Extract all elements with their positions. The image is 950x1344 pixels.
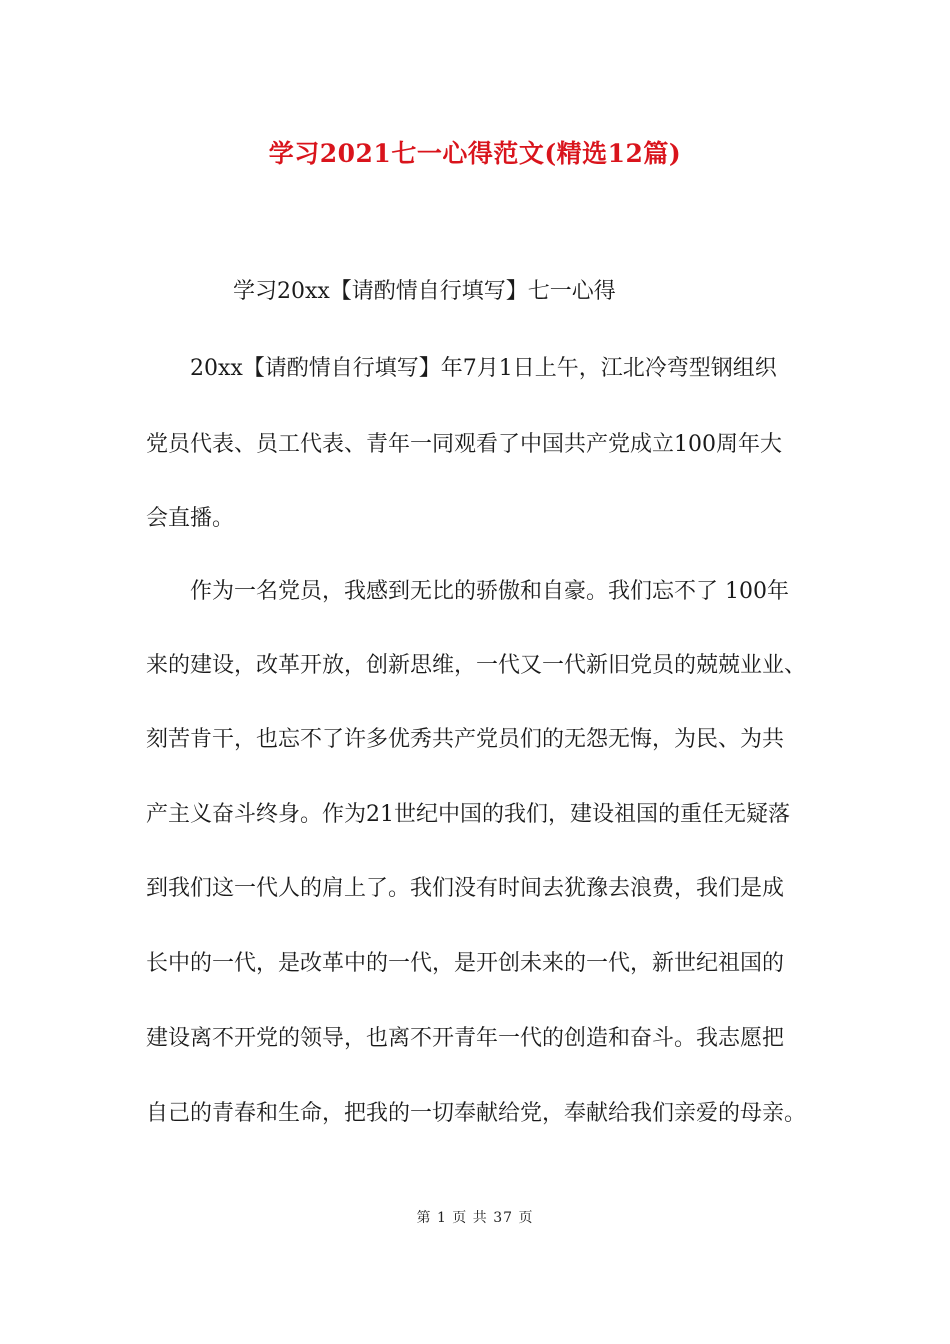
paragraph-line: 作为一名党员，我感到无比的骄傲和自豪。我们忘不了 100年: [190, 579, 789, 604]
paragraph-line: 建设离不开党的领导，也离不开青年一代的创造和奋斗。我志愿把: [146, 1026, 785, 1051]
paragraph-line: 自己的青春和生命，把我的一切奉献给党，奉献给我们亲爱的母亲。: [146, 1101, 807, 1126]
paragraph-line: 来的建设，改革开放，创新思维，一代又一代新旧党员的兢兢业业、: [146, 653, 807, 678]
page-number-footer: 第 1 页 共 37 页: [416, 1210, 534, 1226]
paragraph-line: 到我们这一代人的肩上了。我们没有时间去犹豫去浪费，我们是成: [146, 876, 785, 901]
section-subtitle: 学习20xx【请酌情自行填写】七一心得: [233, 279, 616, 304]
paragraph-line: 党员代表、员工代表、青年一同观看了中国共产党成立100周年大: [146, 432, 782, 457]
paragraph-line: 会直播。: [146, 506, 235, 531]
paragraph-line: 刻苦肯干，也忘不了许多优秀共产党员们的无怨无悔，为民、为共: [146, 727, 785, 752]
paragraph-line: 产主义奋斗终身。作为21世纪中国的我们，建设祖国的重任无疑落: [146, 802, 790, 827]
document-title: 学习2021七一心得范文(精选12篇): [268, 139, 682, 168]
paragraph-line: 长中的一代，是改革中的一代，是开创未来的一代，新世纪祖国的: [146, 951, 785, 976]
paragraph-line: 20xx【请酌情自行填写】年7月1日上午，江北冷弯型钢组织: [190, 356, 777, 381]
